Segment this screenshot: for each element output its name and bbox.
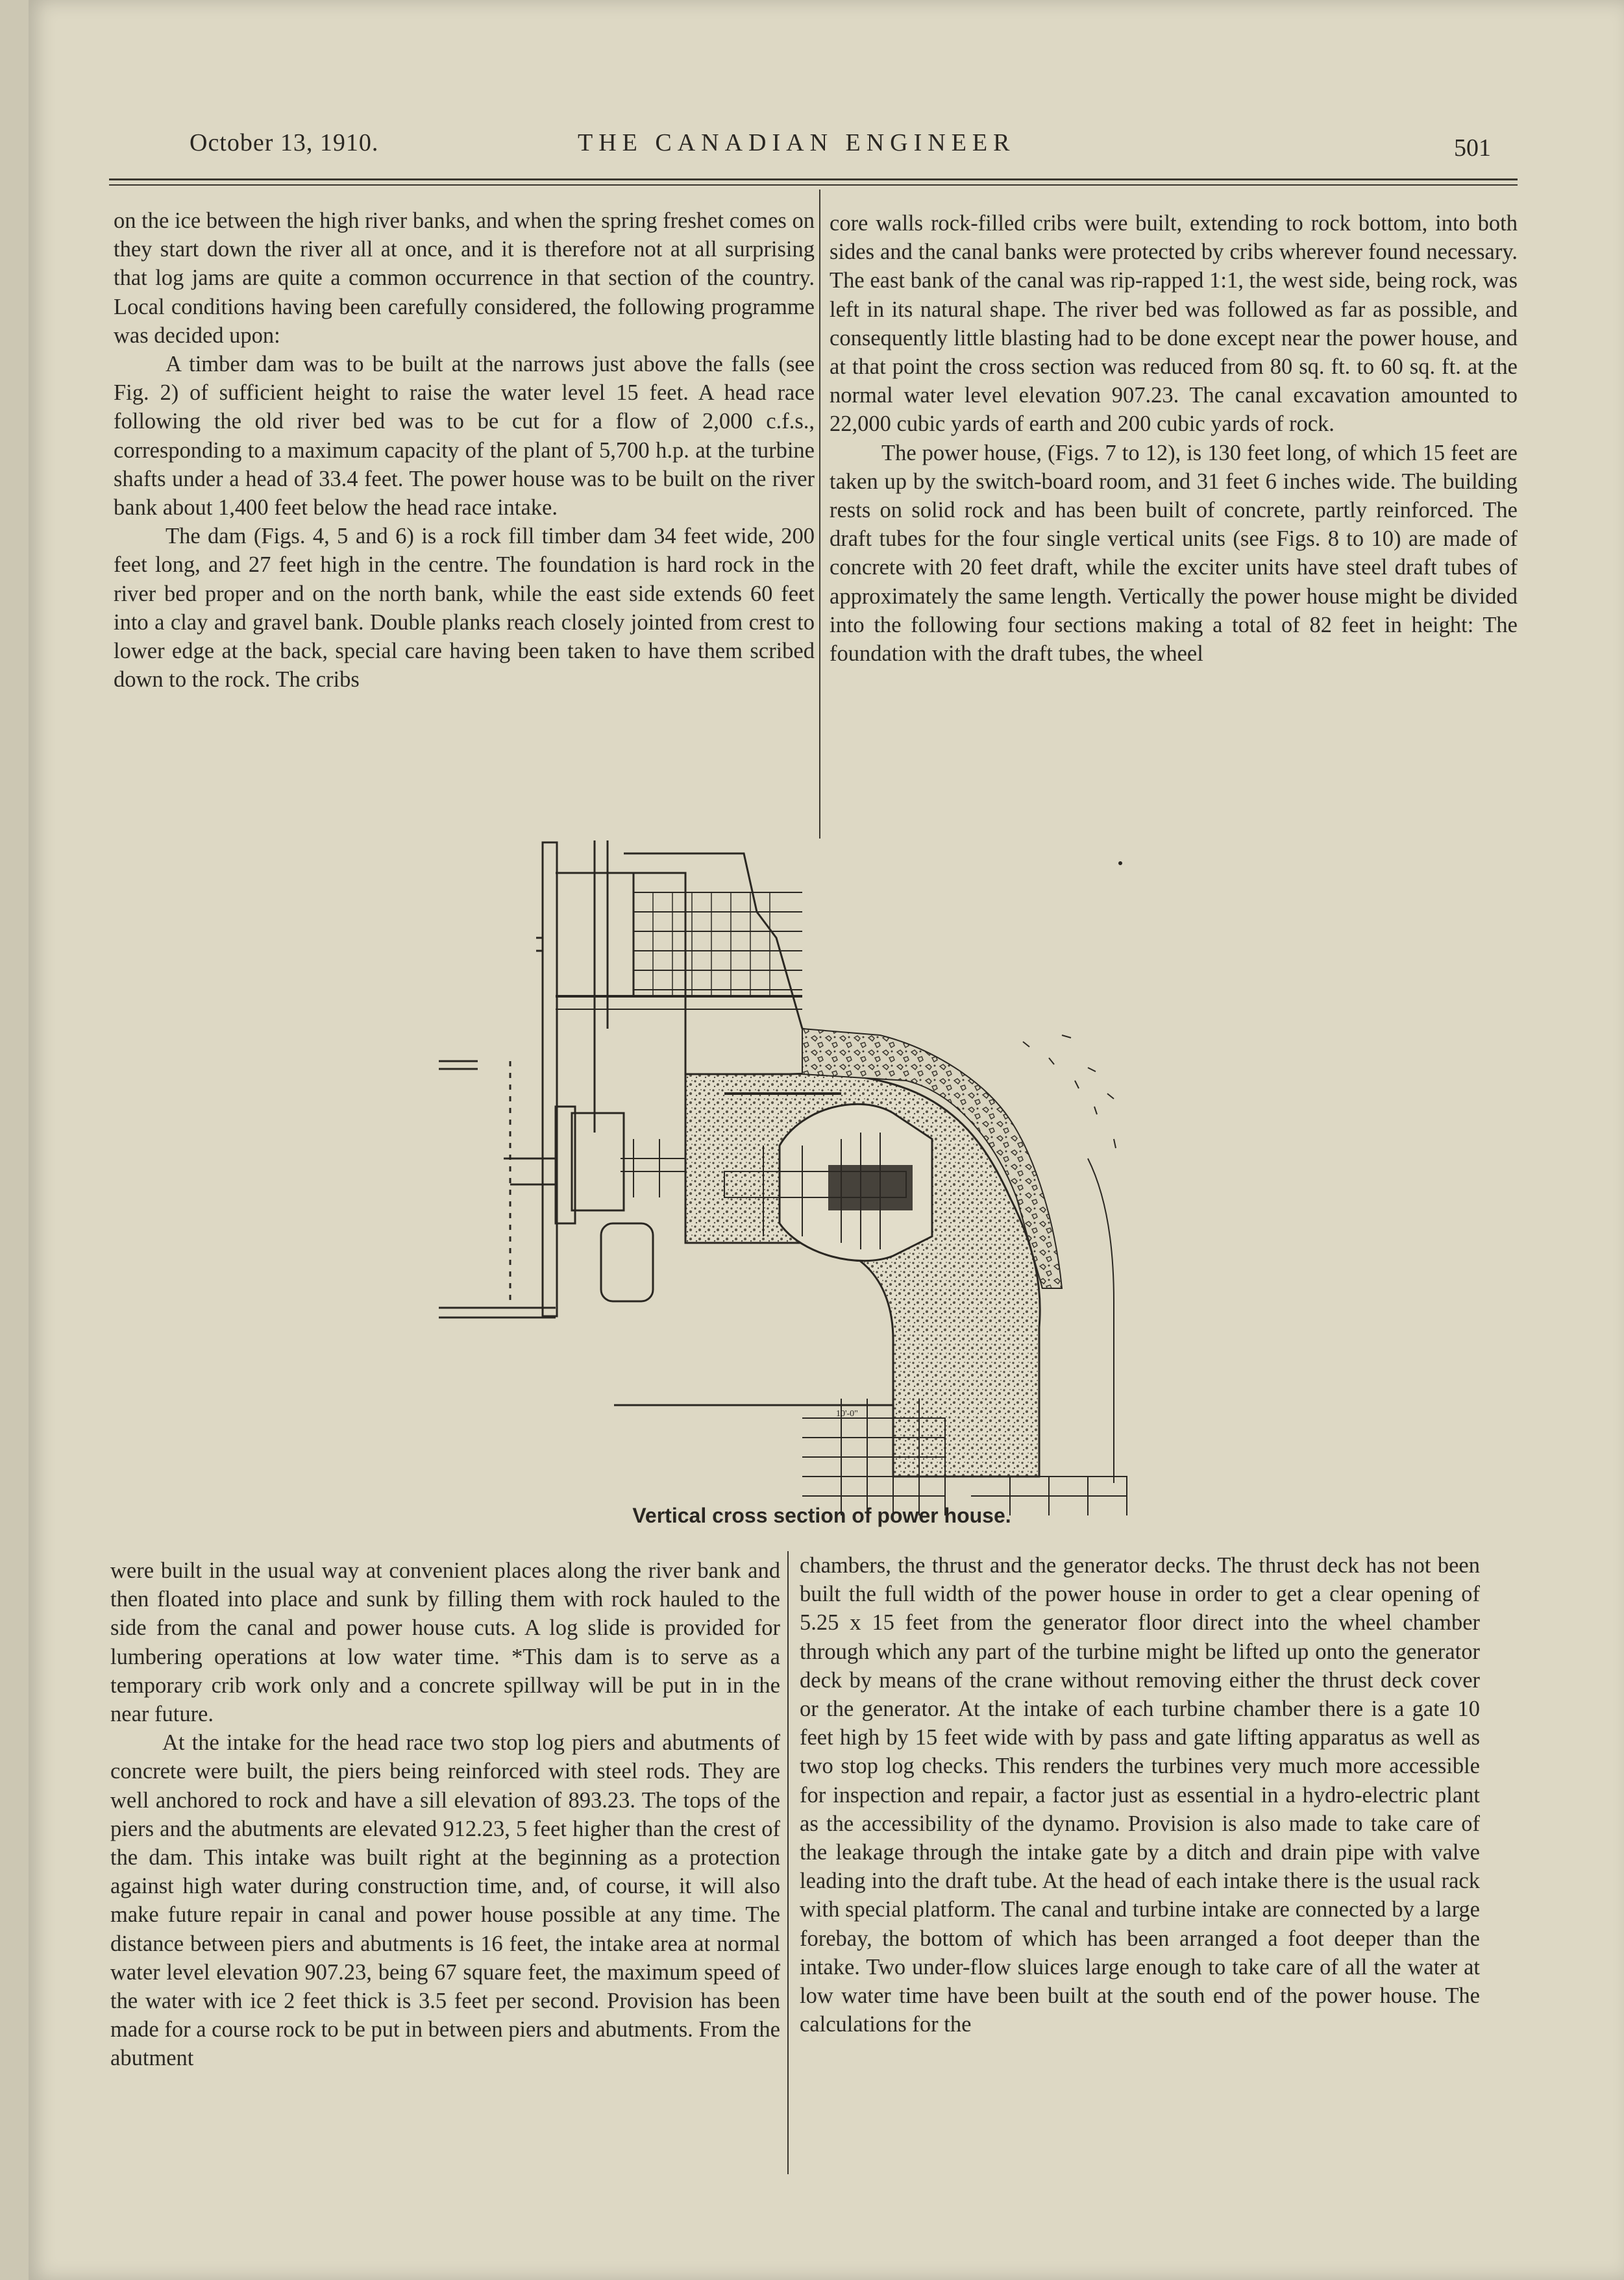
column-divider-top <box>819 190 820 839</box>
header-rule-double <box>109 184 1518 186</box>
paragraph: A timber dam was to be built at the narrows just above the falls (see Fig. 2) of sufficient height to raise the water level 15 feet. A head race following the old river bed was to be cut for a flow of 2,000 c.f.s., corresponding to a maximum capacity of the plant of 5,700 h.p. at the turbine shafts under a head of 33.4 feet. The power house was to be built on the river bank about 1,400 feet below the head race intake. <box>114 352 815 521</box>
figure-dimension-label: 10'-0" <box>836 1409 858 1419</box>
text-column-lower-right <box>800 1551 1480 2039</box>
figure-caption: Vertical cross section of power house. <box>632 1504 1011 1527</box>
page-number: 501 <box>1454 134 1491 162</box>
page-header <box>162 129 1519 167</box>
paragraph: chambers, the thrust and the generator decks. The thrust deck has not been built the full width of the power house in order to get a clear opening of 5.25 x 15 feet from the generator floor direct into the wheel chamber through which any part of the turbine might be lifted up onto the generator deck by means of the crane without removing either the thrust deck cover or the generator. At the intake of each turbine chamber there is a gate 10 feet high by 15 feet wide with by pass and gate lifting apparatus as well as two stop log checks. This renders the turbines very much more accessible for inspection and repair, a factor just as essential in a hydro-electric plant as the accessibility of the dynamo. Provision is also made to take care of the leakage through the intake gate by a ditch and drain pipe with valve leading into the draft tube. At the head of each intake there is the usual rack with special platform. The canal and turbine intake are connected by a large forebay, the bottom of which has been arranged a foot deeper than the intake. Two under-flow sluices large enough to take care of all the water at low water time have been built at the south end of the power house. The calculations for the <box>800 1553 1480 2037</box>
issue-date: October 13, 1910. <box>190 129 379 156</box>
header-rule <box>109 178 1518 180</box>
power-house-cross-section-figure <box>439 834 1205 1515</box>
column-divider-bottom <box>787 1551 789 2174</box>
paragraph: were built in the usual way at convenient places along the river bank and then floated into place and sunk by filling them with rock hauled to the side from the canal and power house cuts. A log slide is provided for lumbering operations at low water time. *This dam is to serve as a temporary crib work only and a concrete spillway will be put in in the near future. <box>110 1558 780 1727</box>
paragraph: The dam (Figs. 4, 5 and 6) is a rock fill timber dam 34 feet wide, 200 feet long, and 27 feet high in the centre. The foundation is hard rock in the river bed proper and on the north bank, while the east side extends 60 feet into a clay and gravel bank. Double planks reach closely jointed from crest to lower edge at the back, special care having been taken to have them scribed down to the rock. The cribs <box>114 524 815 693</box>
text-column-upper-left <box>114 206 815 694</box>
text-column-lower-left <box>110 1556 780 2073</box>
paragraph: At the intake for the head race two stop log piers and abutments of concrete were built, the piers being reinforced with steel rods. They are well anchored to rock and have a sill elevation of 893.23. The tops of the piers and the abutments are elevated 912.23, 5 feet higher than the crest of the dam. This intake was built right at the beginning as a protection against high water during construction time, and, of course, it will also make future repair in canal and power house possible at any time. The distance between piers and abutments is 16 feet, the intake area at normal water level elevation 907.23, being 67 square feet, the maximum speed of the water with ice 2 feet thick is 3.5 feet per second. Provision has been made for a course rock to be put in between piers and abutments. From the abutment <box>110 1730 780 2071</box>
paragraph: The power house, (Figs. 7 to 12), is 130 feet long, of which 15 feet are taken up by the switch-board room, and 31 feet 6 inches wide. The building rests on solid rock and has been built of concrete, partly reinforced. The draft tubes for the four single vertical units (see Figs. 8 to 10) are made of concrete with 20 feet draft, while the exciter units have steel draft tubes of approximately the same length. Vertically the power house might be divided into the following four sections making a total of 82 feet in height: The foundation with the draft tubes, the wheel <box>830 440 1518 667</box>
journal-title: THE CANADIAN ENGINEER <box>578 129 1016 156</box>
paragraph: on the ice between the high river banks, and when the spring freshet comes on they start down the river all at once, and it is therefore not at all surprising that log jams are quite a common occurrence in that section of the country. Local conditions having been carefully considered, the following programme was decided upon: <box>114 208 815 348</box>
text-column-upper-right <box>830 209 1518 668</box>
paragraph: core walls rock-filled cribs were built, extending to rock bottom, into both sides and the canal banks were protected by cribs wherever found necessary. The east bank of the canal was rip-rapped 1:1, the west side, being rock, was left in its natural shape. The river bed was followed as far as possible, and consequently little blasting had to be done except near the power house, and at that point the cross section was reduced from 80 sq. ft. to 60 sq. ft. at the normal water level elevation 907.23. The canal excavation amounted to 22,000 cubic yards of earth and 200 cubic yards of rock. <box>830 211 1518 437</box>
